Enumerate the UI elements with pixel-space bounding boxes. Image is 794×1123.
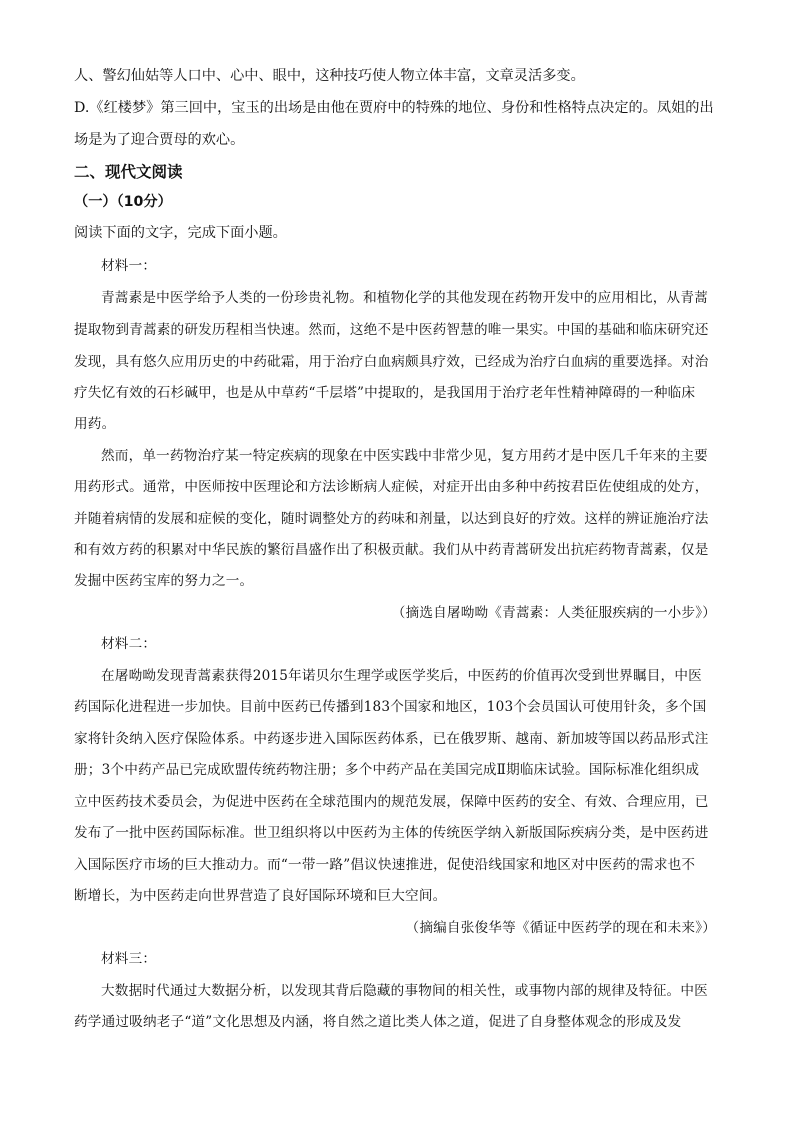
material-1-p2-line: 并随着病情的发展和症候的变化，随时调整处方的药味和剂量，以达到良好的疗效。这样的辨证施治疗法 <box>74 511 709 527</box>
sub-title: （一）（10分） <box>74 194 172 210</box>
material-1-label: 材料一： <box>101 258 157 274</box>
section-title: 二、现代文阅读 <box>74 163 183 181</box>
material-2-source: （摘编自张俊华等《循证中医药学的现在和未来》） <box>405 920 716 936</box>
material-2-line: 立中医药技术委员会，为促进中医药在全球范围内的规范发展，保障中医药的安全、有效、合理应用，已 <box>74 794 709 810</box>
material-3-label: 材料三： <box>101 951 157 967</box>
material-1-source: （摘选自屠呦呦《青蒿素：人类征服疾病的一小步》） <box>391 605 716 621</box>
material-3-line: 药学通过吸纳老子“道”文化思想及内涵，将自然之道比类人体之道，促进了自身整体观念的形成及发 <box>74 1014 682 1030</box>
material-2-line: 在屠呦呦发现青蒿素获得2015年诺贝尔生理学或医学奖后，中医药的价值再次受到世界瞩目，中医 <box>101 668 702 684</box>
material-1-p2-line: 用药形式。通常，中医师按中医理论和方法诊断病人症候，对症开出由多种中药按君臣佐使组成的处方， <box>74 479 709 495</box>
material-1-p1-line: 疗失忆有效的石杉碱甲，也是从中草药“千层塔”中提取的，是我国用于治疗老年性精神障碍的一种临床 <box>74 385 696 401</box>
option-d-line-1: D.《红楼梦》第三回中，宝玉的出场是由他在贾府中的特殊的地位、身份和性格特点决定的。凤姐的出 <box>74 100 714 116</box>
material-2-line: 入国际医疗市场的巨大推动力。而“一带一路”倡议快速推进，促使沿线国家和地区对中医药的需求也不 <box>74 857 696 873</box>
option-c-continuation: 人、警幻仙姑等人口中、心中、眼中，这种技巧使人物立体丰富，文章灵活多变。 <box>74 68 585 84</box>
material-1-p1-line: 青蒿素是中医学给予人类的一份珍贵礼物。和植物化学的其他发现在药物开发中的应用相比，从青蒿 <box>101 290 708 306</box>
material-1-p2-line: 发掘中医药宝库的努力之一。 <box>74 573 254 589</box>
material-2-line: 断增长，为中医药走向世界营造了良好国际环境和巨大空间。 <box>74 888 447 904</box>
material-1-p1-line: 发现，具有悠久应用历史的中药砒霜，用于治疗白血病颇具疗效，已经成为治疗白血病的重要选择。对治 <box>74 354 709 370</box>
material-2-label: 材料二： <box>101 636 157 652</box>
material-2-line: 家将针灸纳入医疗保险体系。中药逐步进入国际医药体系，已在俄罗斯、越南、新加坡等国以药品形式注 <box>74 731 709 747</box>
material-1-p2-line: 和有效方药的积累对中华民族的繁衍昌盛作出了积极贡献。我们从中药青蒿研发出抗疟药物青蒿素，仅是 <box>74 542 709 558</box>
material-2-line: 册；3个中药产品已完成欧盟传统药物注册；多个中药产品在美国完成Ⅱ期临床试验。国际标准化组织成 <box>74 762 700 778</box>
instruction: 阅读下面的文字，完成下面小题。 <box>74 225 287 241</box>
material-2-line: 发布了一批中医药国际标准。世卫组织将以中医药为主体的传统医学纳入新版国际疾病分类，是中医药进 <box>74 825 709 841</box>
material-3-line: 大数据时代通过大数据分析，以发现其背后隐藏的事物间的相关性，或事物内部的规律及特征。中医 <box>101 983 708 999</box>
material-1-p1-line: 提取物到青蒿素的研发历程相当快速。然而，这绝不是中医药智慧的唯一果实。中国的基础和临床研究还 <box>74 322 709 338</box>
material-2-line: 药国际化进程进一步加快。目前中医药已传播到183个国家和地区，103个会员国认可使用针灸，多个国 <box>74 699 707 715</box>
option-d-line-2: 场是为了迎合贾母的欢心。 <box>74 132 245 148</box>
material-1-p1-line: 用药。 <box>74 416 116 432</box>
material-1-p2-line: 然而，单一药物治疗某一特定疾病的现象在中医实践中非常少见，复方用药才是中医几千年来的主要 <box>101 448 708 464</box>
